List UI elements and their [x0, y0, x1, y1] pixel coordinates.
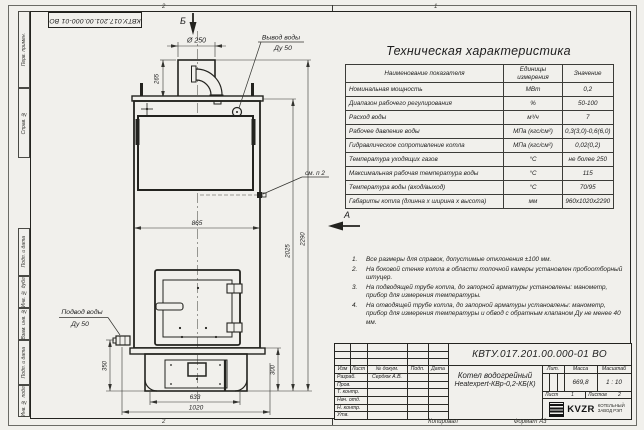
sheet-label: Лист: [545, 392, 559, 398]
list-item: 2. На боковой стенке котла в области топочной камеры установлен пробоотборный штуцер.: [352, 265, 623, 282]
change-col-list: Лист: [351, 366, 366, 372]
list-item: 4. На отводящей трубе котла, до запорной арматуры установлены: манометр, прибор для измерения температуры и обвод с обратным клапаном Ду не менее 40 мм.: [352, 302, 621, 326]
notes-list: [352, 256, 626, 329]
company-name-line2: ЗАВОД РЭП: [597, 408, 623, 413]
side-box-vzam-inv: Взам. инв. №: [18, 308, 30, 340]
dim-body-width: [134, 220, 260, 230]
row-n-kontr: Н. контр.: [337, 405, 361, 411]
row-razrab: Разраб.: [337, 374, 356, 380]
svg-text:350: 350: [102, 360, 109, 372]
furnace-door: [155, 270, 242, 345]
company-cell: [543, 399, 631, 419]
brand-name: KVZR: [567, 403, 595, 415]
spec-table-title: Техническая характеристика: [386, 44, 571, 58]
title-block: [334, 343, 632, 420]
boiler-front-view: [30, 11, 362, 418]
door-bolts: [179, 287, 217, 338]
copied-label: Копировал: [428, 419, 458, 425]
list-item: 1. Все размеры для справок, допустимые отклонения ±100 мм.: [352, 256, 552, 263]
water-inlet-fitting: [113, 336, 130, 345]
sheets-value: 2: [618, 392, 621, 398]
table-row: Габариты котла (длинна х ширина х высота) мм 960х1020х2290: [346, 195, 614, 209]
svg-text:1020: 1020: [188, 404, 204, 412]
spec-header-name: Наименование показателя: [346, 65, 504, 83]
svg-text:265: 265: [154, 73, 161, 85]
side-box-inv-dubl: Инв. № дубл.: [18, 276, 30, 308]
svg-text:633: 633: [189, 394, 201, 401]
company-name: [598, 404, 625, 414]
dim-chimney-dia: [167, 38, 226, 58]
kvzr-logo-icon: [549, 402, 564, 417]
base-foot-right: [235, 380, 247, 391]
door-hinge-bottom: [227, 323, 242, 332]
inlet-callout: [59, 308, 120, 335]
dim-base-width: [150, 392, 240, 405]
zone-top-right: 1: [434, 4, 438, 10]
product-name-line2: Heatexpert-КВр-0,2-КБ(К): [454, 381, 536, 388]
svg-text:2290: 2290: [300, 232, 307, 246]
hatch-hinge-left: [136, 119, 140, 145]
change-col-izm: Изм: [337, 366, 348, 372]
title-block-doc-number: КВТУ.017.201.00.000-01 ВО: [472, 349, 607, 360]
dim-height-mid: [263, 99, 296, 391]
table-row: Гидравлическое сопротивление котла МПа (кгс/см²) 0,02(0,2): [346, 139, 614, 153]
list-item: 3. На подводящей трубе котла, до запорной арматуры установлены: манометр, прибор для измерения температуры.: [352, 283, 608, 300]
door-handle: [156, 303, 183, 310]
dim-chimney-height: [155, 60, 177, 98]
base-pedestal: [145, 354, 247, 391]
side-box-perv-primen: Перв. примен.: [18, 11, 30, 88]
table-row: Температура уходящих газов °С не более 250: [346, 153, 614, 167]
view-b-label: Б: [180, 16, 186, 26]
mass-value: 669,8: [572, 379, 589, 386]
svg-text:300: 300: [270, 364, 277, 376]
mass-label: Масса: [572, 366, 589, 372]
table-row: Номинальная мощность МВт 0,2: [346, 83, 614, 97]
product-name-line1: Котел водогрейный: [457, 371, 533, 380]
svg-text:2025: 2025: [285, 244, 292, 258]
side-box-sprav-no: Справ. №: [18, 88, 30, 158]
spec-table: [345, 64, 614, 209]
developer-name: Сердюк А.В.: [372, 374, 402, 380]
zone-top-left: 2: [162, 4, 166, 10]
spec-header-row: [346, 65, 614, 83]
side-box-inv-podl: Инв. № подл.: [18, 385, 30, 417]
view-a-arrow: [328, 210, 360, 231]
sheet-value: 1: [571, 392, 574, 398]
row-utv: Утв.: [337, 412, 349, 418]
side-box-podp-data-1: Подп. и дата: [18, 228, 30, 276]
row-t-kontr: Т. контр.: [337, 389, 360, 395]
change-col-docnum: № докум.: [375, 366, 399, 372]
base-foot-left: [145, 380, 157, 391]
upper-hatch-panel: [138, 116, 253, 190]
company-name-line1: КОТЕЛЬНЫЙ: [597, 403, 625, 409]
ash-opening: [188, 363, 206, 376]
scale-value: 1 : 10: [606, 379, 622, 386]
zone-tick-bottom: [332, 419, 333, 425]
outlet-callout-line2: Ду 50: [274, 45, 292, 52]
door-hinge-top: [227, 284, 242, 293]
table-row: Температура воды (вход/выход) °С 70/95: [346, 181, 614, 195]
change-col-podp: Подп.: [410, 366, 425, 372]
spec-header-units: Единицы измерения: [504, 65, 563, 83]
doc-stamp-text: КВТУ.017.201.00.000-01 ВО: [49, 17, 141, 24]
svg-text:865: 865: [191, 220, 203, 227]
table-row: Диапазон рабочего регулирования % 50-100: [346, 97, 614, 111]
hatch-hinge-right: [252, 119, 256, 145]
format-label: Формат А3: [513, 419, 547, 425]
table-row: Расход воды м³/ч 7: [346, 111, 614, 125]
table-row: Рабочее давление воды МПа (кгс/см²) 0,3(3,0)-0,6(6,0): [346, 125, 614, 139]
bottom-plate: [130, 348, 265, 354]
svg-text:Ø 250: Ø 250: [186, 37, 207, 45]
sheets-label: Листов: [588, 392, 607, 398]
scale-label: Масштаб: [601, 366, 627, 372]
inlet-callout-line1: Подвод воды: [61, 309, 103, 316]
table-row: Максимальная рабочая температура воды °С 115: [346, 167, 614, 181]
view-a-label: А: [344, 210, 351, 220]
spec-header-value: Значение: [563, 65, 614, 83]
see-note-label: см. п 2: [305, 170, 325, 177]
zone-bottom-left: 2: [162, 419, 166, 425]
row-nach-otd: Нач. отд.: [337, 397, 361, 403]
dim-height-total: [215, 60, 312, 391]
side-box-podp-data-2: Подп. и дата: [18, 340, 30, 385]
dim-overall-width: [122, 347, 270, 415]
view-b-arrow: [180, 13, 197, 35]
outlet-callout-line1: Вывод воды: [261, 34, 301, 42]
lit-label: Лит.: [546, 366, 560, 372]
change-col-data: Дата: [431, 366, 445, 372]
top-cross-mark: [141, 103, 153, 115]
inlet-callout-line2: Ду 50: [71, 321, 89, 328]
row-prov: Пров.: [337, 382, 351, 388]
